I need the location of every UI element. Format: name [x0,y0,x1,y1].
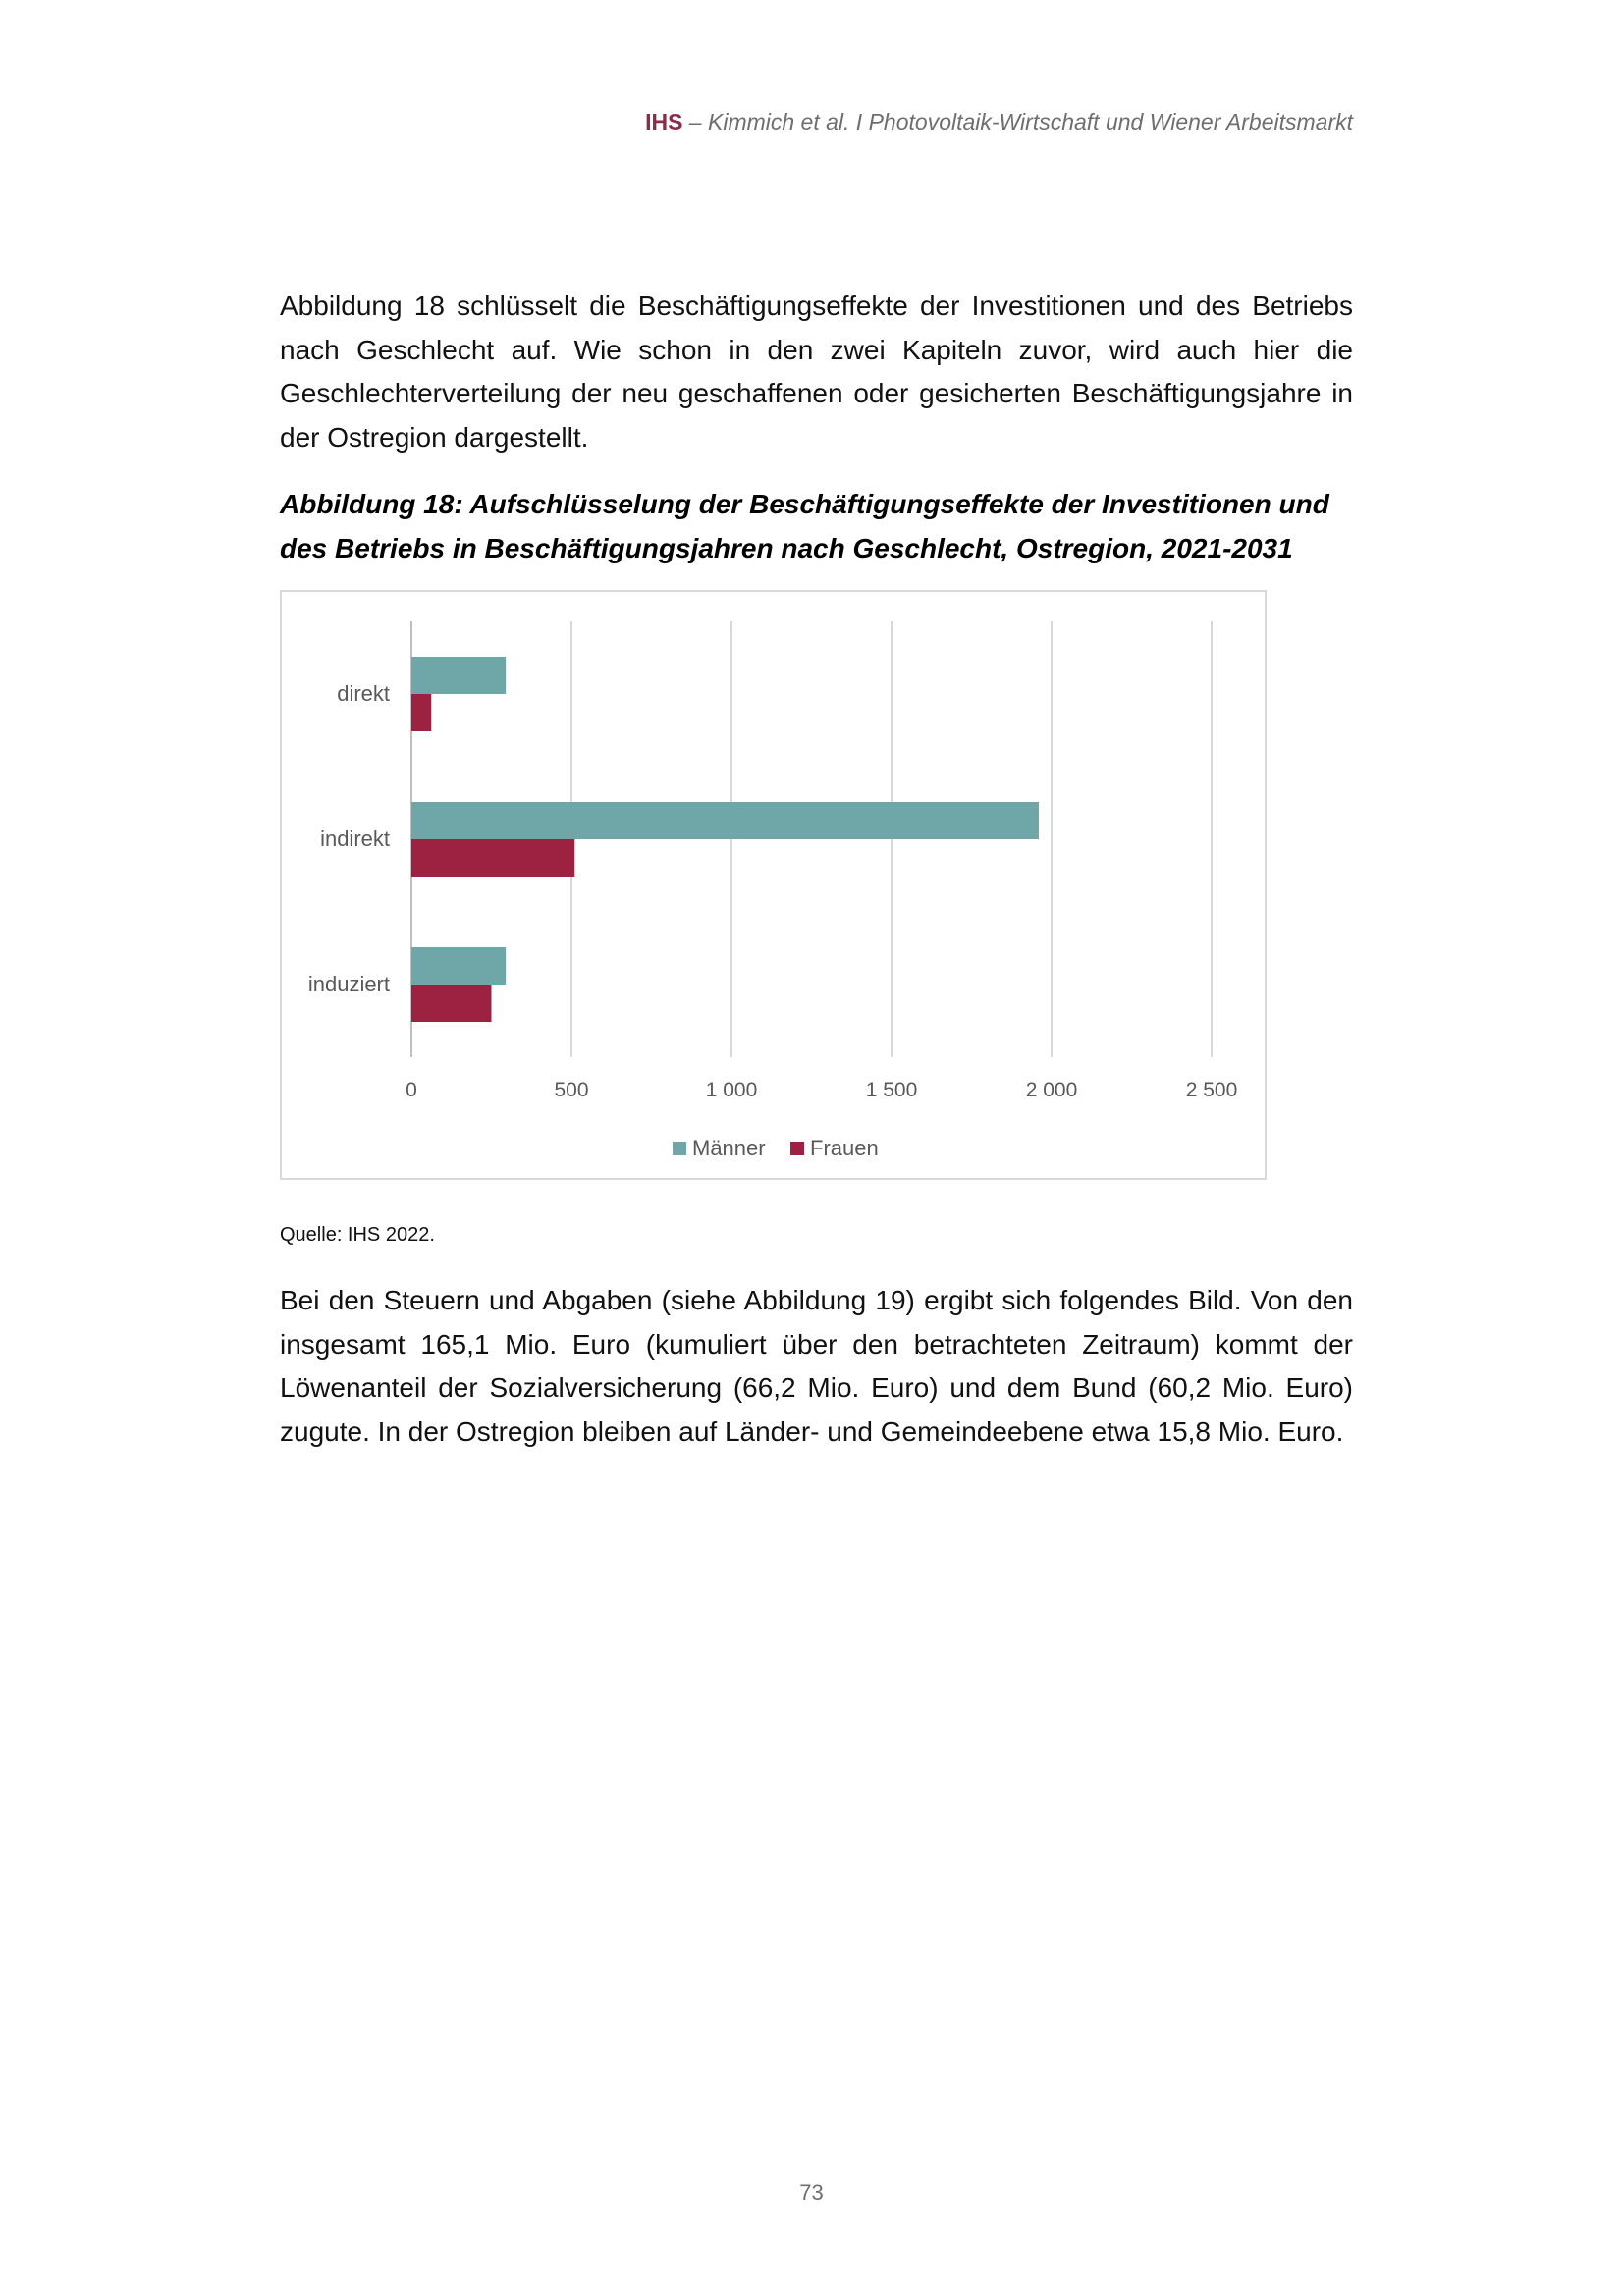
bar-frauen-direkt [411,694,431,731]
paragraph-taxes: Bei den Steuern und Abgaben (siehe Abbildung 19) ergibt sich folgendes Bild. Von den insgesamt 165,1 Mio. Euro (kumuliert über den betrachteten Zeitraum) kommt der Löwenanteil der Sozialversicherung (66,2 Mio. Euro) und dem Bund (60,2 Mio. Euro) zugute. In der Ostregion bleiben auf Länder- und Gemeindeebene etwa 15,8 Mio. Euro. [280,1285,1353,1447]
x-tick-label: 0 [406,1079,417,1101]
page-number: 73 [799,2180,824,2205]
bar-frauen-indirekt [411,839,574,877]
figure-source: Quelle: IHS 2022. [280,1224,435,1246]
bar-m-nner-induziert [411,947,506,985]
x-tick-label: 2 500 [1185,1079,1238,1101]
bar-chart [282,592,1269,1182]
bar-m-nner-direkt [411,657,506,694]
legend-swatch [673,1142,686,1155]
legend-label: Frauen [810,1136,879,1160]
legend-label: Männer [692,1136,766,1160]
bar-frauen-induziert [411,985,492,1022]
chart-frame [280,590,1267,1180]
x-tick-label: 1 000 [705,1079,758,1101]
figure-caption: Abbildung 18: Aufschlüsselung der Beschäftigungseffekte der Investitionen und des Betriebs in Beschäftigungsjahren nach Geschlecht, Ostregion, 2021-2031 [280,489,1329,563]
header-brand: IHS [645,109,683,134]
category-label: direkt [337,681,390,706]
page-header [0,109,1353,135]
x-tick-label: 500 [554,1079,589,1101]
paragraph-intro: Abbildung 18 schlüsselt die Beschäftigungseffekte der Investitionen und des Betriebs nach Geschlecht auf. Wie schon in den zwei Kapiteln zuvor, wird auch hier die Geschlechterverteilung der neu geschaffenen oder gesicherten Beschäftigungsjahre in der Ostregion dargestellt. [280,291,1353,453]
header-text: – Kimmich et al. I Photovoltaik-Wirtschaft und Wiener Arbeitsmarkt [682,109,1353,134]
legend-swatch [790,1142,804,1155]
category-label: indirekt [320,827,390,851]
category-label: induziert [307,972,390,996]
bar-m-nner-indirekt [411,802,1039,839]
x-tick-label: 2 000 [1025,1079,1078,1101]
x-tick-label: 1 500 [865,1079,918,1101]
